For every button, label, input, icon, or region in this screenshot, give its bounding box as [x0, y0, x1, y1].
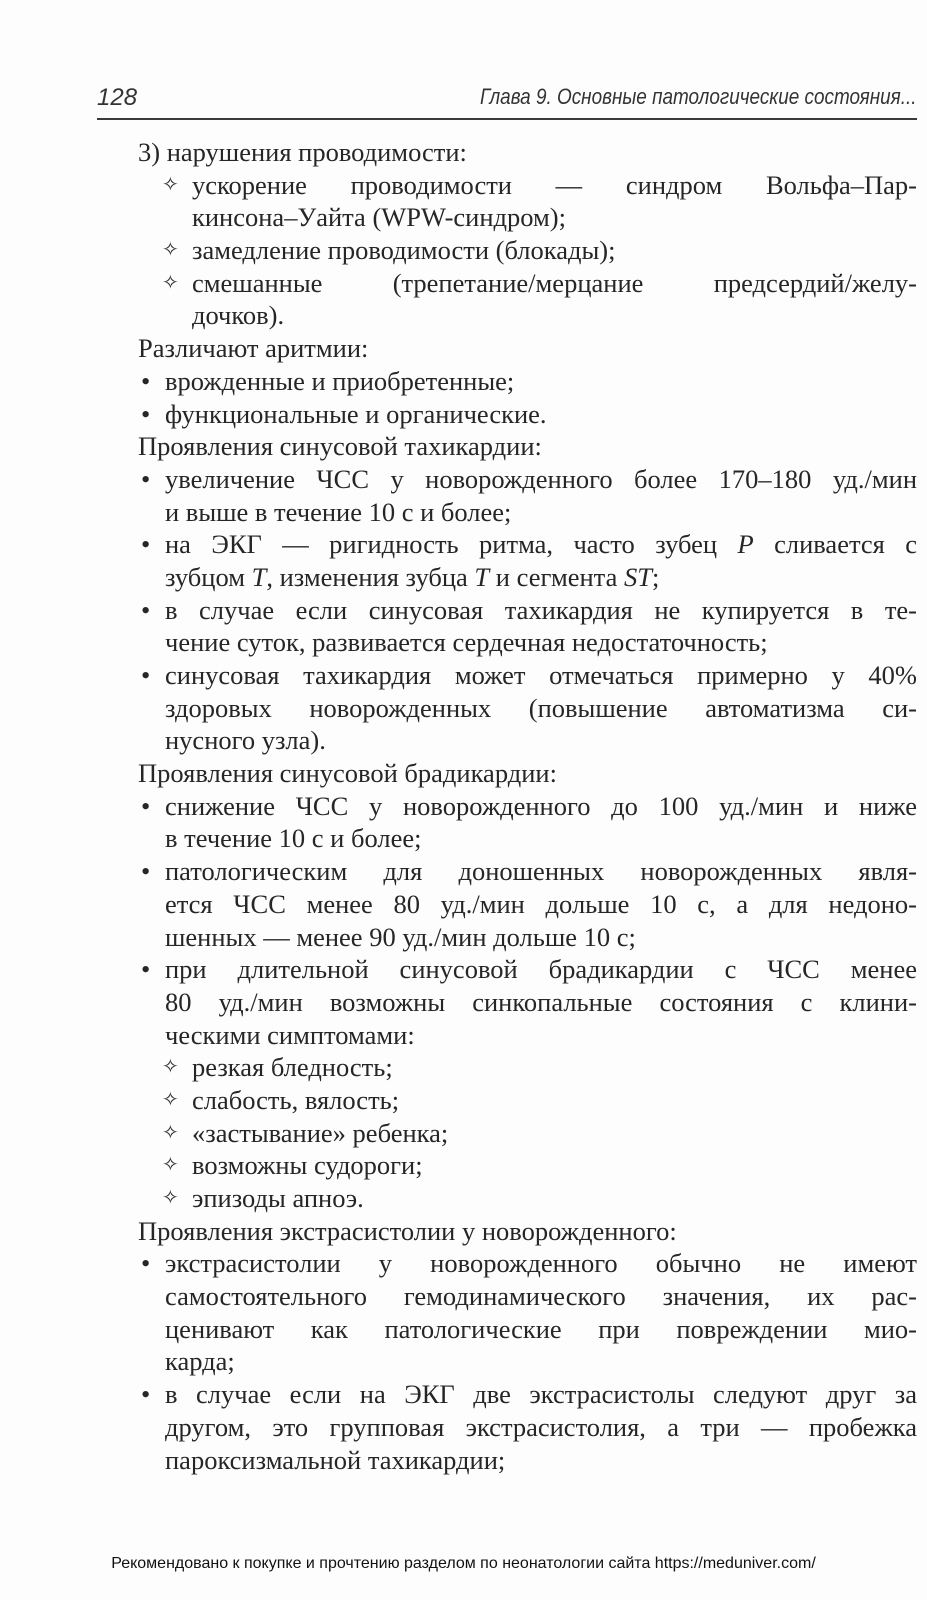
text-line [165, 724, 917, 757]
bullet-icon: • [141, 790, 151, 821]
list-item [162, 234, 917, 267]
line-text: смешанные (трепетание/мерцание предсердий/желу- [192, 267, 917, 298]
bullet-icon: • [141, 529, 151, 560]
line-text: и выше в течение 10 с и более; [165, 496, 512, 527]
text-line [165, 1411, 917, 1444]
line-text: экстрасистолии у новорожденного обычно не имеют [165, 1248, 917, 1279]
text-line [165, 496, 917, 529]
text-line [165, 1280, 917, 1313]
line-text: 3) нарушения проводимости: [138, 137, 467, 167]
list-item [162, 1084, 917, 1117]
text-line [192, 201, 917, 234]
list-item [141, 953, 917, 986]
line-text: функциональные и органические. [165, 398, 547, 429]
list-item [141, 855, 917, 888]
text-line [165, 1019, 917, 1052]
diamond-bullet-icon: ✧ [162, 1056, 179, 1079]
line-text: пароксизмальной тахикардии; [165, 1444, 506, 1475]
line-text: Различают аритмии: [138, 333, 369, 364]
bullet-icon: • [141, 856, 151, 887]
text-line [165, 1444, 917, 1477]
bullet-icon: • [141, 1379, 151, 1410]
bullet-icon: • [141, 660, 151, 690]
line-text: эпизоды апноэ. [192, 1183, 364, 1213]
paragraph-line [138, 332, 917, 365]
diamond-bullet-icon: ✧ [162, 1187, 179, 1209]
bullet-icon: • [141, 1248, 151, 1279]
line-text: врожденные и приобретенные; [165, 365, 515, 396]
running-header [97, 84, 917, 120]
list-item [141, 365, 917, 398]
text-line [165, 561, 917, 594]
line-text: ческими симптомами: [165, 1019, 415, 1050]
line-text: шенных — менее 90 уд./мин дольше 10 с; [165, 921, 636, 952]
line-text: снижение ЧСС у новорожденного до 100 уд./мин и ниже [165, 790, 917, 821]
bullet-icon: • [141, 594, 151, 625]
line-text: в случае если на ЭКГ две экстрасистолы следуют друг за [165, 1379, 917, 1410]
bullet-icon: • [141, 954, 151, 985]
line-text: Проявления синусовой тахикардии: [138, 431, 542, 462]
list-item [141, 463, 917, 496]
line-text: резкая бледность; [192, 1052, 393, 1083]
paragraph-line [138, 136, 917, 169]
diamond-bullet-icon: ✧ [162, 173, 179, 196]
list-item [162, 1117, 917, 1150]
line-text: в случае если синусовая тахикардия не купируется в те- [165, 594, 917, 625]
line-text: ускорение проводимости — синдром Вольфа–Пар- [192, 169, 917, 200]
line-text: ется ЧСС менее 80 уд./мин дольше 10 с, а для недоно- [165, 888, 917, 919]
line-text: на ЭКГ — ригидность ритма, часто зубец P сливается с [165, 529, 917, 560]
line-text: Проявления экстрасистолии у новорожденного: [138, 1215, 677, 1246]
text-line [165, 1345, 917, 1378]
list-item [141, 528, 917, 561]
line-text: чение суток, развивается сердечная недостаточность; [165, 627, 768, 658]
bullet-icon: • [141, 463, 151, 494]
list-item [141, 659, 917, 692]
line-text: кинсона–Уайта (WPW-синдром); [192, 202, 566, 233]
paragraph-line [138, 757, 917, 790]
chapter-title: Глава 9. Основные патологические состояния... [480, 84, 917, 109]
line-text: другом, это групповая экстрасистолия, а три — пробежка [165, 1411, 917, 1442]
paragraph-line [138, 430, 917, 463]
line-text: карда; [165, 1346, 235, 1377]
body-text [138, 136, 917, 1476]
list-item [162, 267, 917, 300]
list-item [141, 1247, 917, 1280]
line-text: при длительной синусовой брадикардии с ЧСС менее [165, 954, 917, 985]
diamond-bullet-icon: ✧ [162, 1088, 179, 1111]
line-text: 80 уд./мин возможны синкопальные состояния с клини- [165, 986, 917, 1017]
list-item [141, 398, 917, 431]
line-text: патологическим для доношенных новорожденных явля- [165, 856, 917, 887]
list-item [162, 1149, 917, 1182]
text-line [165, 692, 917, 725]
diamond-bullet-icon: ✧ [162, 1121, 179, 1144]
list-item [162, 1182, 917, 1215]
paragraph-line [138, 1215, 917, 1248]
line-text: увеличение ЧСС у новорожденного более 170–180 уд./мин [165, 463, 917, 494]
line-text: нусного узла). [165, 725, 326, 756]
list-item [141, 790, 917, 823]
line-text: зубцом T, изменения зубца T и сегмента ST; [165, 561, 660, 592]
line-text: дочков). [192, 300, 285, 331]
line-text: Проявления синусовой брадикардии: [138, 758, 557, 789]
text-line [165, 888, 917, 921]
text-line [192, 299, 917, 332]
diamond-bullet-icon: ✧ [162, 239, 179, 262]
text-line [165, 921, 917, 954]
line-text: синусовая тахикардия может отмечаться примерно у 40% [165, 660, 917, 690]
bullet-icon: • [141, 398, 151, 429]
line-text: самостоятельного гемодинамического значения, их рас- [165, 1281, 917, 1312]
text-line [165, 986, 917, 1019]
footer-note: Рекомендовано к покупке и прочтению разделом по неонатологии сайта https://meduniver.com/ [111, 1555, 816, 1572]
list-item [162, 169, 917, 202]
text-line [165, 822, 917, 855]
list-item [141, 594, 917, 627]
line-text: замедление проводимости (блокады); [192, 235, 616, 266]
line-text: ценивают как патологические при повреждении мио- [165, 1313, 917, 1344]
list-item [141, 1378, 917, 1411]
page-number: 128 [97, 84, 138, 111]
text-line [165, 626, 917, 659]
diamond-bullet-icon: ✧ [162, 1154, 179, 1177]
line-text: возможны судороги; [192, 1150, 423, 1181]
bullet-icon: • [141, 365, 151, 396]
list-item [162, 1051, 917, 1084]
line-text: «застывание» ребенка; [192, 1117, 449, 1148]
diamond-bullet-icon: ✧ [162, 271, 179, 294]
line-text: в течение 10 с и более; [165, 823, 422, 854]
line-text: слабость, вялость; [192, 1084, 400, 1115]
text-line [165, 1313, 917, 1346]
line-text: здоровых новорожденных (повышение автоматизма си- [165, 692, 917, 723]
